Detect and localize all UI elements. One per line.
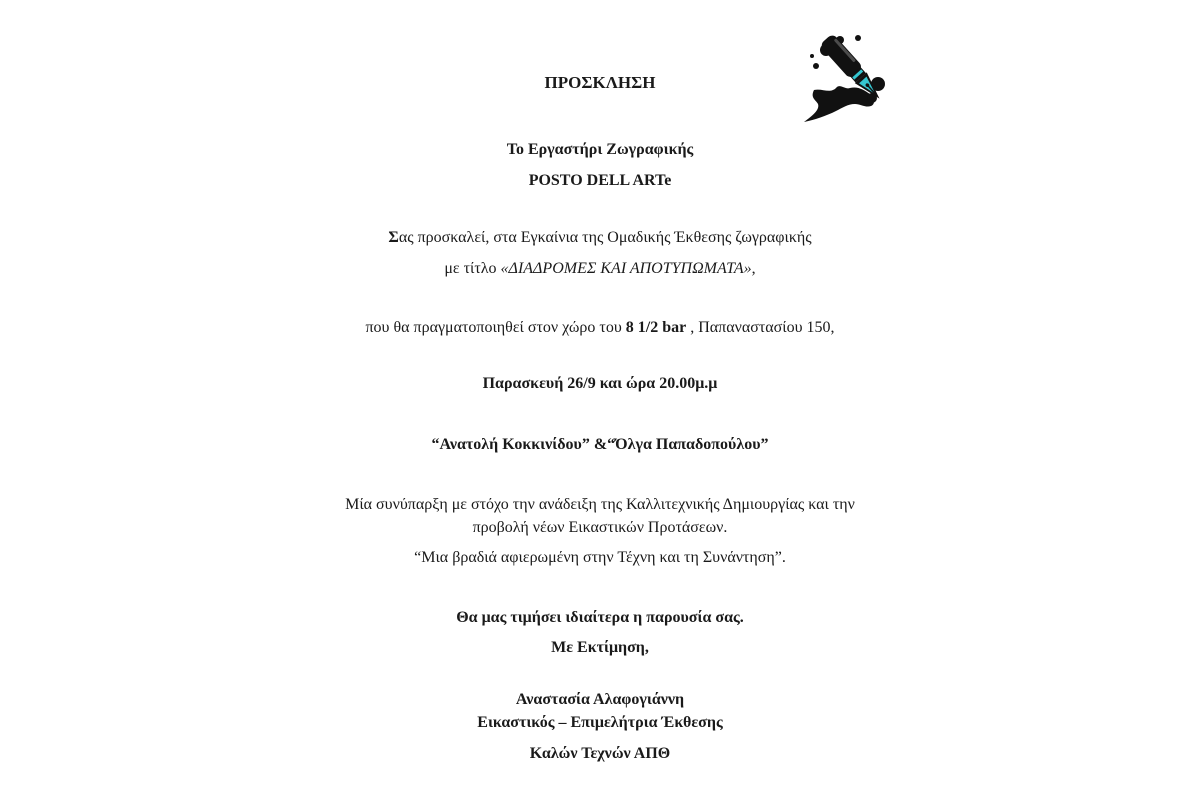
invitation-heading: ΠΡΟΣΚΛΗΣΗ xyxy=(544,73,656,92)
closing-line-1: Θα μας τιμήσει ιδιαίτερα η παρουσία σας. xyxy=(456,609,744,626)
host-workshop-name: Το Εργαστήρι Ζωγραφικής xyxy=(506,141,694,158)
venue-address: , Παπαναστασίου 150, xyxy=(686,319,835,336)
description-line-2: προβολή νέων Εικαστικών Προτάσεων. xyxy=(472,519,728,536)
exhibition-title-line xyxy=(0,259,1200,279)
invite-sentence xyxy=(0,228,1200,248)
closing-line-2: Με Εκτίμηση, xyxy=(551,639,649,656)
venue-prefix: που θα πραγματοποιηθεί στον χώρο του xyxy=(365,319,626,336)
host-brand-name: POSTO DELL ARTe xyxy=(528,172,672,189)
event-quote: “Μια βραδιά αφιερωμένη στην Τέχνη και τη Συνάντηση”. xyxy=(414,549,786,566)
title-suffix: , xyxy=(751,260,756,277)
exhibition-title: «ΔΙΑΔΡΟΜΕΣ ΚΑΙ ΑΠΟΤΥΠΩΜΑΤΑ» xyxy=(500,260,752,277)
signatory-affiliation: Καλών Τεχνών ΑΠΘ xyxy=(529,745,671,762)
invite-sentence-text: ας προσκαλεί, στα Εγκαίνια της Ομαδικής Έκθεσης ζωγραφικής xyxy=(398,229,812,246)
signatory-name: Αναστασία Αλαφογιάννη xyxy=(515,691,685,708)
event-date-time: Παρασκευή 26/9 και ώρα 20.00μ.μ xyxy=(482,375,718,392)
venue-line xyxy=(0,318,1200,338)
description-line-1: Μία συνύπαρξη με στόχο την ανάδειξη της Καλλιτεχνικής Δημιουργίας και την xyxy=(345,496,855,513)
invite-lead-letter: Σ xyxy=(388,229,399,246)
venue-name: 8 1/2 bar xyxy=(625,319,687,336)
signatory-role: Εικαστικός – Επιμελήτρια Έκθεσης xyxy=(477,714,723,731)
artists-names: “Ανατολή Κοκκινίδου” &“Όλγα Παπαδοπούλου” xyxy=(431,436,769,453)
title-prefix: με τίτλο xyxy=(444,260,501,277)
